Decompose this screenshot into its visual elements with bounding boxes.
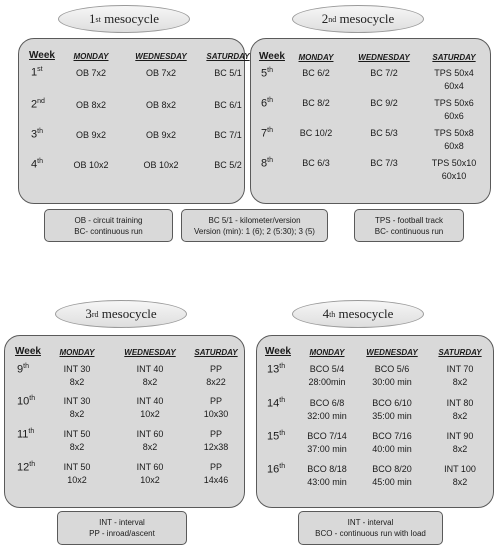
session-line: 10x2 [67,475,87,485]
week-number-suffix: th [29,461,36,468]
session-line: BC 5/3 [370,128,398,138]
day-header-c2: WEDNESDAY [124,348,176,357]
week-number-suffix: th [267,157,273,164]
mesocycle-panel-2 [250,38,491,204]
session-line: 8x2 [69,409,85,419]
session-line: 37:00 min [307,444,347,454]
week-number-suffix: th [279,363,286,370]
legend-box-4 [57,511,187,545]
day-header-c2: WEDNESDAY [366,348,418,357]
week-number-suffix: th [37,158,43,165]
week-number-value: 4 [31,158,38,171]
session-line: BC 5/1 [214,68,242,78]
session-cell [372,430,412,456]
session-line: OB 9x2 [145,130,177,140]
week-number [267,463,285,476]
session-line: BC 8/2 [302,98,330,108]
week-number [31,98,45,111]
session-cell [64,395,91,421]
mesocycle-label: mesocycle [338,306,394,321]
session-cell [370,67,398,80]
week-number [17,363,29,376]
session-line: 30:00 min [372,377,412,387]
session-line: 8x2 [452,444,468,454]
week-number-suffix: th [28,428,35,435]
session-line: BCO 7/14 [307,431,347,441]
session-line: INT 80 [446,398,474,408]
week-number-suffix: th [267,67,273,74]
session-line: BC 7/2 [370,68,398,78]
session-cell [434,127,474,153]
session-cell [214,67,242,80]
mesocycle-title-4 [292,300,424,328]
mesocycle-title-1 [58,5,190,33]
mesocycle-number-suffix: st [95,14,101,24]
session-cell [372,397,412,423]
session-cell [370,157,398,170]
session-cell [372,463,412,489]
week-number-value: 6 [261,97,268,110]
session-line: PP [209,396,222,406]
day-header-c2: WEDNESDAY [358,53,410,62]
week-number [261,67,273,80]
week-number [261,157,273,170]
session-cell [444,463,476,489]
session-line: BCO 5/6 [374,364,410,374]
week-number [31,158,43,171]
session-cell [307,430,347,456]
week-number [31,128,43,141]
session-cell [76,67,106,80]
session-line: TPS 50x6 [434,98,474,108]
session-cell [73,159,108,172]
week-number-value: 13 [267,363,280,376]
session-line: OB 8x2 [145,100,177,110]
session-line: TPS 50x4 [434,68,474,78]
week-number-suffix: th [279,430,286,437]
mesocycle-number-suffix: nd [328,14,337,24]
mesocycle-number: 2 [321,11,329,26]
session-cell [307,397,347,423]
week-number [267,397,285,410]
session-cell [76,129,106,142]
session-line: INT 50 [63,429,91,439]
mesocycle-number: 1 [89,11,96,26]
session-line: BC 10/2 [299,128,333,138]
week-number-value: 2 [31,98,38,111]
session-line: BC 6/2 [302,68,330,78]
session-cell [137,461,164,487]
session-cell [434,97,474,123]
session-line: TPS 50x10 [431,158,477,168]
mesocycle-label: mesocycle [101,306,157,321]
session-line: BCO 6/10 [372,398,412,408]
session-line: INT 40 [136,396,164,406]
session-line: 35:00 min [372,411,412,421]
session-line: OB 8x2 [75,100,107,110]
mesocycle-panel-3 [4,335,245,508]
session-line: BC 6/1 [214,100,242,110]
session-cell [447,430,474,456]
session-line: 28:00min [308,377,346,387]
session-line: 14x46 [203,475,229,485]
session-cell [434,67,474,93]
session-cell [137,363,164,389]
day-header-c1: MONDAY [298,53,334,62]
session-line: 60x6 [444,111,464,121]
session-cell [447,363,474,389]
legend-box-3 [354,209,464,242]
week-number-value: 12 [17,461,30,474]
week-number-value: 16 [267,463,280,476]
session-cell [214,99,242,112]
session-cell [204,461,229,487]
day-header-c1: MONDAY [73,52,109,61]
session-cell [143,159,178,172]
week-number-suffix: th [23,363,29,370]
session-line: OB 9x2 [75,130,107,140]
legend-line: TPS - football track [374,215,444,225]
week-number [261,127,273,140]
session-line: BC 5/2 [214,160,242,170]
session-cell [206,363,226,389]
session-cell [302,157,330,170]
week-number-suffix: nd [37,98,45,105]
day-header-c3: SATURDAY [438,348,482,357]
session-line: 8x2 [452,377,468,387]
session-cell [146,99,176,112]
week-number-suffix: th [279,463,286,470]
session-line: PP [209,429,222,439]
session-line: PP [209,364,222,374]
session-line: 45:00 min [372,477,412,487]
week-number-suffix: th [279,397,286,404]
session-line: TPS 50x8 [434,128,474,138]
mesocycle-panel-4 [256,335,494,508]
week-number [267,363,285,376]
day-header-c3: SATURDAY [432,53,476,62]
day-header-c3: SATURDAY [206,52,250,61]
legend-line: BC- continuous run [374,226,444,236]
week-header: Week [15,346,41,357]
session-cell [370,127,398,140]
legend-line: BCO - continuous run with load [315,529,426,538]
session-line: BCO 5/4 [309,364,345,374]
week-header: Week [29,50,55,61]
session-cell [300,127,333,140]
session-line: BC 6/3 [302,158,330,168]
week-number [267,430,285,443]
mesocycle-title-2 [292,5,424,33]
session-cell [447,397,474,423]
session-cell [204,395,229,421]
week-number-suffix: th [29,395,36,402]
session-line: 40:00 min [372,444,412,454]
session-cell [372,363,412,389]
legend-box-5 [298,511,443,545]
session-line: OB 10x2 [73,160,109,170]
session-cell [204,428,229,454]
session-cell [64,363,91,389]
session-cell [307,463,347,489]
week-number-suffix: th [267,127,273,134]
session-line: BCO 6/8 [309,398,345,408]
session-line: 10x2 [140,475,160,485]
week-number-value: 14 [267,397,280,410]
mesocycle-label: mesocycle [104,11,159,26]
week-number [17,461,35,474]
session-line: 60x8 [444,141,464,151]
mesocycle-panel-1 [18,38,250,204]
day-header-c3: SATURDAY [194,348,238,357]
session-line: INT 40 [136,364,164,374]
session-line: BCO 8/18 [307,464,347,474]
session-cell [146,67,176,80]
session-cell [214,129,242,142]
session-line: OB 7x2 [145,68,177,78]
session-line: OB 10x2 [143,160,179,170]
session-cell [146,129,176,142]
session-line: 8x2 [142,442,158,452]
week-number-value: 5 [261,67,268,80]
session-line: INT 90 [446,431,474,441]
mesocycle-number-suffix: rd [91,309,99,319]
mesocycle-number: 3 [85,306,92,321]
session-line: BCO 7/16 [372,431,412,441]
session-line: BC 7/3 [370,158,398,168]
session-line: BCO 8/20 [372,464,412,474]
legend-line: BC- continuous run [74,226,143,236]
legend-line: OB - circuit training [74,215,143,225]
week-number [31,66,43,79]
week-number-value: 15 [267,430,280,443]
day-header-c2: WEDNESDAY [135,52,187,61]
session-line: 8x2 [142,377,158,387]
session-line: OB 7x2 [75,68,107,78]
session-cell [302,67,330,80]
session-line: INT 60 [136,462,164,472]
legend-line: PP - inroad/ascent [89,529,155,538]
session-line: 60x10 [441,171,467,181]
week-number [17,428,34,441]
week-number-value: 3 [31,128,38,141]
session-line: INT 50 [63,462,91,472]
week-number-value: 9 [17,363,24,376]
session-line: INT 70 [446,364,474,374]
session-cell [302,97,330,110]
session-cell [308,363,345,389]
session-line: BC 7/1 [214,130,242,140]
session-line: BC 9/2 [370,98,398,108]
session-line: 8x22 [206,377,226,387]
session-line: INT 30 [63,396,91,406]
mesocycle-number: 4 [322,306,330,321]
session-line: 60x4 [444,81,464,91]
day-header-c1: MONDAY [59,348,95,357]
session-cell [137,395,164,421]
legend-box-1 [44,209,173,242]
week-header: Week [259,51,285,62]
week-number-value: 8 [261,157,268,170]
week-number-value: 10 [17,395,30,408]
week-number-suffix: th [37,128,43,135]
week-header: Week [265,346,291,357]
legend-box-2 [181,209,328,242]
week-number [261,97,273,110]
session-cell [432,157,477,183]
session-line: 8x2 [69,442,85,452]
legend-line: INT - interval [347,518,394,527]
week-number-suffix: th [267,97,273,104]
session-line: PP [209,462,222,472]
session-line: 8x2 [452,411,468,421]
mesocycle-title-3 [55,300,187,328]
session-line: 12x38 [203,442,229,452]
week-number-value: 11 [17,428,29,441]
session-line: 10x2 [140,409,160,419]
legend-line: Version (min): 1 (6); 2 (5:30); 3 (5) [194,226,315,236]
week-number-value: 7 [261,127,268,140]
session-cell [214,159,242,172]
session-cell [64,428,91,454]
session-cell [137,428,164,454]
legend-line: INT - interval [99,518,145,527]
week-number [17,395,35,408]
session-line: 8x2 [69,377,85,387]
day-header-c1: MONDAY [309,348,345,357]
session-line: 32:00 min [307,411,347,421]
mesocycle-number-suffix: th [329,309,336,319]
session-line: 43:00 min [307,477,347,487]
session-line: INT 60 [136,429,164,439]
session-line: INT 100 [444,464,476,474]
session-line: 10x30 [203,409,229,419]
week-number-value: 1 [31,66,38,79]
mesocycle-label: mesocycle [339,11,395,26]
session-cell [64,461,91,487]
session-cell [370,97,398,110]
legend-line: BC 5/1 - kilometer/version [208,215,301,225]
session-cell [76,99,106,112]
session-line: 8x2 [452,477,468,487]
week-number-suffix: st [37,66,43,73]
session-line: INT 30 [63,364,91,374]
